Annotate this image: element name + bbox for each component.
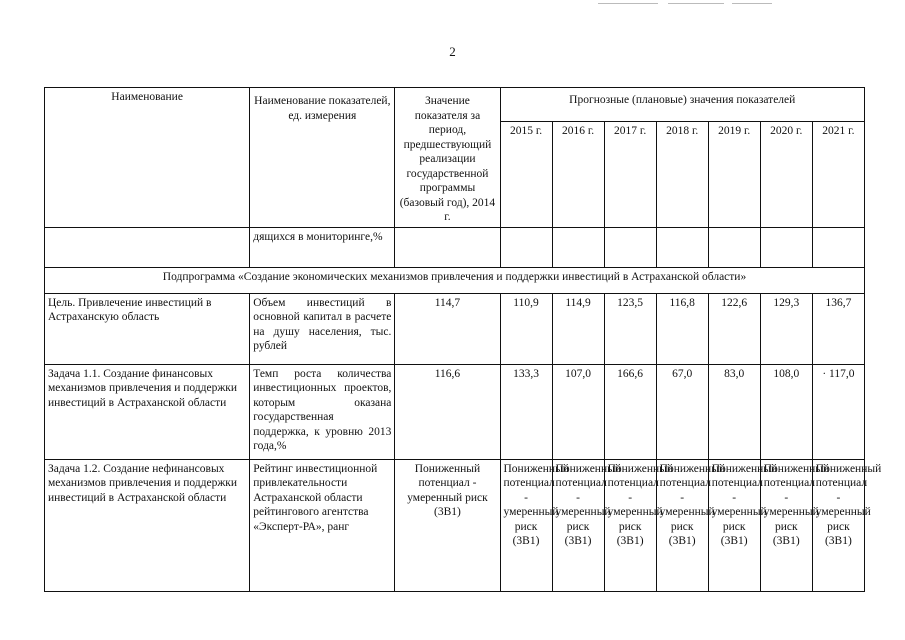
row-value: 107,0 — [552, 364, 604, 459]
row-indicator: Объем инвестиций в основной капитал в расчете на душу населения, тыс. рублей — [250, 293, 395, 364]
row-value: 110,9 — [500, 293, 552, 364]
cell-empty — [395, 227, 500, 267]
row-value: 67,0 — [656, 364, 708, 459]
header-forecast: Прогнозные (плановые) значения показателей — [500, 88, 865, 122]
top-margin-line — [668, 3, 724, 4]
row-value: Пониженный потенциал - умеренный риск (3В1) — [760, 459, 812, 591]
header-indicator: Наименование показателей, ед. измерения — [250, 88, 395, 228]
row-value: 83,0 — [708, 364, 760, 459]
header-year: 2019 г. — [708, 121, 760, 227]
row-indicator: Рейтинг инвестиционной привлекательности Астраханской области рейтингового агентства «Эксперт-РА», ранг — [250, 459, 395, 591]
table-row — [45, 364, 865, 459]
header-year: 2018 г. — [656, 121, 708, 227]
header-base-value: Значение показателя за период, предшествующий реализации государственной программы (базовый год), 2014 г. — [395, 88, 500, 228]
header-year: 2021 г. — [812, 121, 864, 227]
row-indicator: Темп роста количества инвестиционных проектов, которым оказана государственная поддержка, к уровню 2013 года,% — [250, 364, 395, 459]
row-value: 166,6 — [604, 364, 656, 459]
row-value: Пониженный потенциал - умеренный риск (3В1) — [656, 459, 708, 591]
row-value: 129,3 — [760, 293, 812, 364]
row-value: 116,8 — [656, 293, 708, 364]
row-name: Задача 1.1. Создание финансовых механизмов привлечения и поддержки инвестиций в Астраханской области — [45, 364, 250, 459]
cell-empty — [45, 227, 250, 267]
table-row — [45, 293, 865, 364]
row-name: Цель. Привлечение инвестиций в Астраханскую область — [45, 293, 250, 364]
cell-empty — [760, 227, 812, 267]
cell-empty — [604, 227, 656, 267]
header-row — [45, 88, 865, 122]
row-value: Пониженный потенциал - умеренный риск (3В1) — [552, 459, 604, 591]
top-margin-line — [598, 3, 658, 4]
row-name: Задача 1.2. Создание нефинансовых механизмов привлечения и поддержки инвестиций в Астраханской области — [45, 459, 250, 591]
row-value: 123,5 — [604, 293, 656, 364]
header-year: 2020 г. — [760, 121, 812, 227]
table-row — [45, 459, 865, 591]
header-year: 2015 г. — [500, 121, 552, 227]
cell-empty — [656, 227, 708, 267]
header-year: 2017 г. — [604, 121, 656, 227]
header-year: 2016 г. — [552, 121, 604, 227]
subprogram-row — [45, 267, 865, 293]
row-value: 114,9 — [552, 293, 604, 364]
row-base-value: 114,7 — [395, 293, 500, 364]
cell-empty — [708, 227, 760, 267]
cell-empty — [500, 227, 552, 267]
row-value: Пониженный потенциал - умеренный риск (3В1) — [708, 459, 760, 591]
row-value: 108,0 — [760, 364, 812, 459]
row-value: 122,6 — [708, 293, 760, 364]
row-value: · 117,0 — [812, 364, 864, 459]
continuation-indicator: дящихся в мониторинге,% — [250, 227, 395, 267]
cell-empty — [552, 227, 604, 267]
page-number: 2 — [449, 44, 456, 59]
row-value: Пониженный потенциал - умеренный риск (3В1) — [812, 459, 864, 591]
row-base-value: 116,6 — [395, 364, 500, 459]
cell-empty — [812, 227, 864, 267]
row-value: 136,7 — [812, 293, 864, 364]
row-value: Пониженный потенциал - умеренный риск (3В1) — [500, 459, 552, 591]
row-base-value: Пониженный потенциал - умеренный риск (3В1) — [395, 459, 500, 591]
indicators-table — [44, 87, 882, 592]
row-value: Пониженный потенциал - умеренный риск (3В1) — [604, 459, 656, 591]
continuation-row — [45, 227, 865, 267]
header-name: Наименование — [45, 88, 250, 228]
row-value: 133,3 — [500, 364, 552, 459]
subprogram-title: Подпрограмма «Создание экономических механизмов привлечения и поддержки инвестиций в Астраханской области» — [45, 267, 865, 293]
top-margin-line — [732, 3, 772, 4]
